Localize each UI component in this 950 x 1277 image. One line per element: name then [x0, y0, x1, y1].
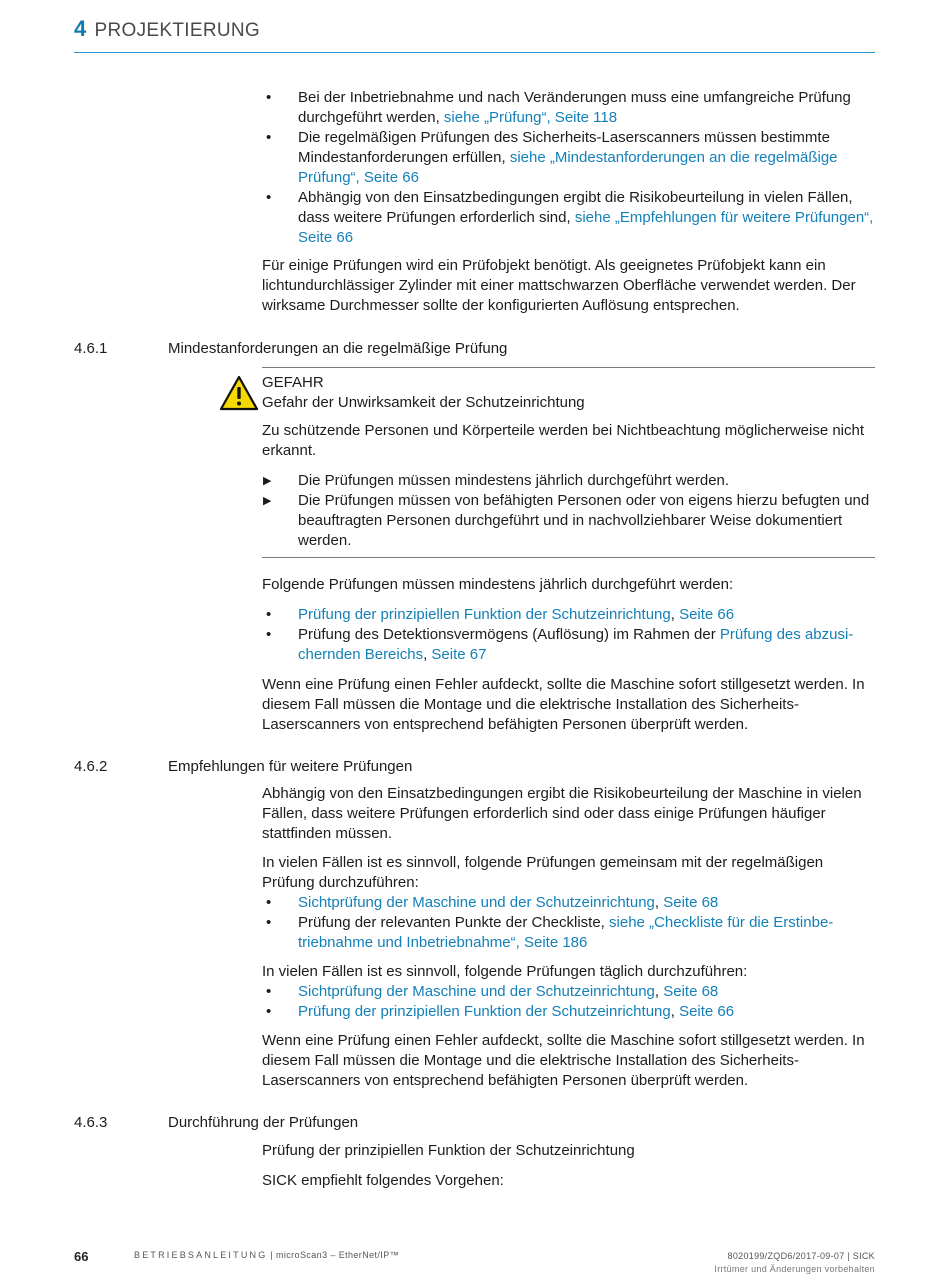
- link-mindestanforderungen[interactable]: siehe „Mindestanforderungen an die regelmäßige Prüfung“, Seite 66: [298, 149, 838, 186]
- warning-bottom-rule: [262, 557, 875, 558]
- section-heading-4-6-1: [74, 339, 507, 359]
- combined-checks-list: [262, 893, 877, 953]
- list-item: • Prüfung der prinzipiellen Funktion der Schutzeinrichtung, Seite 66: [262, 1002, 877, 1022]
- paragraph: Abhängig von den Einsatzbedingungen ergibt die Risikobeurteilung der Maschine in vielen Fällen, dass weitere Prüfungen erforderlich sind oder dass einige Prüfungen häufiger stattfinden müssen.: [262, 785, 862, 842]
- link-pruefung[interactable]: siehe „Prüfung“, Seite 118: [443, 109, 618, 126]
- section-number: 4.6.2: [74, 758, 108, 775]
- daily-checks-list: [262, 982, 877, 1022]
- intro-block: [262, 88, 877, 324]
- paragraph: In vielen Fällen ist es sinnvoll, folgende Prüfungen gemeinsam mit der regelmäßigen Prüfung durchzuführen:: [262, 854, 824, 891]
- list-item: • Prüfung der prinzipiellen Funktion der Schutzeinrichtung, Seite 66: [262, 605, 877, 625]
- paragraph: SICK empfiehlt folgendes Vorgehen:: [262, 1172, 504, 1189]
- link-page[interactable]: Seite 66: [679, 606, 735, 623]
- warning-actions: [262, 471, 877, 551]
- list-item: • Prüfung der relevanten Punkte der Checkliste, siehe „Checkliste für die Erstinbetriebnahme und Inbetriebnahme“, Seite 186: [262, 913, 877, 953]
- link-page[interactable]: Seite 68: [663, 983, 719, 1000]
- link-funktion[interactable]: Prüfung der prinzipiellen Funktion der Schutzeinrichtung: [298, 1003, 671, 1020]
- link-bereich[interactable]: Prüfung des abzusichernden Bereichs: [298, 626, 854, 663]
- annual-checks-list: [262, 605, 877, 665]
- section-heading-4-6-3: [74, 1113, 358, 1133]
- paragraph: Wenn eine Prüfung einen Fehler aufdeckt, sollte die Maschine sofort stillgesetzt werden. In diesem Fall müssen die Montage und die elektrische Installation des Sicherheits-Laserscanners von entsprechend befähigten Personen überprüft werden.: [262, 1032, 865, 1089]
- section-number: 4.6.3: [74, 1114, 108, 1131]
- list-item: ▶ Die Prüfungen müssen von befähigten Personen oder von eigens hierzu befugten und beauftragten Personen durchgeführt und in nachvollziehbarer Weise dokumentiert werden.: [262, 491, 877, 551]
- section-heading-4-6-2: [74, 757, 412, 777]
- warning-box: [262, 373, 877, 559]
- doc-type: BETRIEBSANLEITUNG: [134, 1250, 268, 1260]
- section-4-6-2-body: [262, 784, 877, 1099]
- warning-text: Zu schützende Personen und Körperteile werden bei Nichtbeachtung möglicherweise nicht erkannt.: [262, 422, 865, 459]
- product-name: microScan3 – EtherNet/IP™: [275, 1250, 400, 1260]
- link-page[interactable]: Seite 68: [663, 894, 719, 911]
- link-sichtpruefung[interactable]: Sichtprüfung der Maschine und der Schutzeinrichtung: [298, 894, 655, 911]
- list-item: • Bei der Inbetriebnahme und nach Veränderungen muss eine umfangreiche Prüfung durchgeführt werden, siehe „Prüfung“, Seite 118: [262, 88, 877, 128]
- doc-id: 8020199/ZQD6/2017-09-07: [727, 1251, 845, 1261]
- section-4-6-1-body: [262, 575, 877, 743]
- warning-label: GEFAHR: [262, 374, 324, 391]
- intro-list: [262, 88, 877, 248]
- page-number: 66: [74, 1249, 89, 1264]
- chapter-number: 4: [74, 16, 87, 41]
- list-item: • Abhängig von den Einsatzbedingungen ergibt die Risikobeurteilung in vielen Fällen, dass weitere Prüfungen erforderlich sind, siehe „Empfehlungen für weitere Prüfungen“, Seite 66: [262, 188, 877, 248]
- paragraph: In vielen Fällen ist es sinnvoll, folgende Prüfungen täglich durchzuführen:: [262, 963, 748, 980]
- chapter-header: [74, 16, 260, 42]
- intro-paragraph: Für einige Prüfungen wird ein Prüfobjekt benötigt. Als geeignetes Prüfobjekt kann ein lichtundurchlässiger Zylinder mit einer mattschwarzen Oberfläche verwendet werden. Der wirksame Durchmesser sollte der konfigurierten Auflösung entsprechen.: [262, 257, 856, 314]
- paragraph: Folgende Prüfungen müssen mindestens jährlich durchgeführt werden:: [262, 576, 734, 593]
- list-item: • Sichtprüfung der Maschine und der Schutzeinrichtung, Seite 68: [262, 982, 877, 1002]
- section-4-6-3-body: [262, 1141, 877, 1199]
- header-rule: [74, 52, 875, 53]
- section-title: Durchführung der Prüfungen: [168, 1114, 359, 1131]
- warning-top-rule: [262, 367, 875, 368]
- warning-subtitle: Gefahr der Unwirksamkeit der Schutzeinrichtung: [262, 394, 585, 411]
- link-funktion[interactable]: Prüfung der prinzipiellen Funktion der Schutzeinrichtung: [298, 606, 671, 623]
- list-item: • Die regelmäßigen Prüfungen des Sicherheits-Laserscanners müssen bestimmte Mindestanforderungen erfüllen, siehe „Mindestanforderungen an die regelmäßige Prüfung“, Seite 66: [262, 128, 877, 188]
- section-title: Empfehlungen für weitere Prüfungen: [168, 758, 413, 775]
- chapter-title: PROJEKTIERUNG: [94, 20, 260, 41]
- link-empfehlungen[interactable]: siehe „Empfehlungen für weitere Prüfungen“, Seite 66: [298, 209, 874, 246]
- paragraph: Wenn eine Prüfung einen Fehler aufdeckt, sollte die Maschine sofort stillgesetzt werden. In diesem Fall müssen die Montage und die elektrische Installation des Sicherheits-Laserscanners von entsprechend befähigten Personen überprüft werden.: [262, 676, 865, 733]
- list-item: ▶ Die Prüfungen müssen mindestens jährlich durchgeführt werden.: [262, 471, 877, 491]
- footer-doc-info: BETRIEBSANLEITUNG | microScan3 – EtherNet/IP™: [134, 1250, 400, 1260]
- warning-triangle-icon: [219, 375, 259, 411]
- section-number: 4.6.1: [74, 340, 108, 357]
- list-item: • Prüfung des Detektionsvermögens (Auflösung) im Rahmen der Prüfung des abzusichernden Bereichs, Seite 67: [262, 625, 877, 665]
- link-page[interactable]: Seite 66: [679, 1003, 735, 1020]
- section-title: Mindestanforderungen an die regelmäßige Prüfung: [168, 340, 508, 357]
- link-page[interactable]: Seite 67: [431, 646, 487, 663]
- list-item: • Sichtprüfung der Maschine und der Schutzeinrichtung, Seite 68: [262, 893, 877, 913]
- subheading: Prüfung der prinzipiellen Funktion der Schutzeinrichtung: [262, 1142, 635, 1159]
- link-sichtpruefung[interactable]: Sichtprüfung der Maschine und der Schutzeinrichtung: [298, 983, 655, 1000]
- disclaimer: Irrtümer und Änderungen vorbehalten: [714, 1264, 875, 1274]
- link-checkliste[interactable]: siehe „Checkliste für die Erstinbetriebnahme und Inbetriebnahme“, Seite 186: [298, 914, 834, 951]
- footer-doc-id: 8020199/ZQD6/2017-09-07 | SICK Irrtümer und Änderungen vorbehalten: [714, 1251, 875, 1274]
- brand: SICK: [852, 1251, 875, 1261]
